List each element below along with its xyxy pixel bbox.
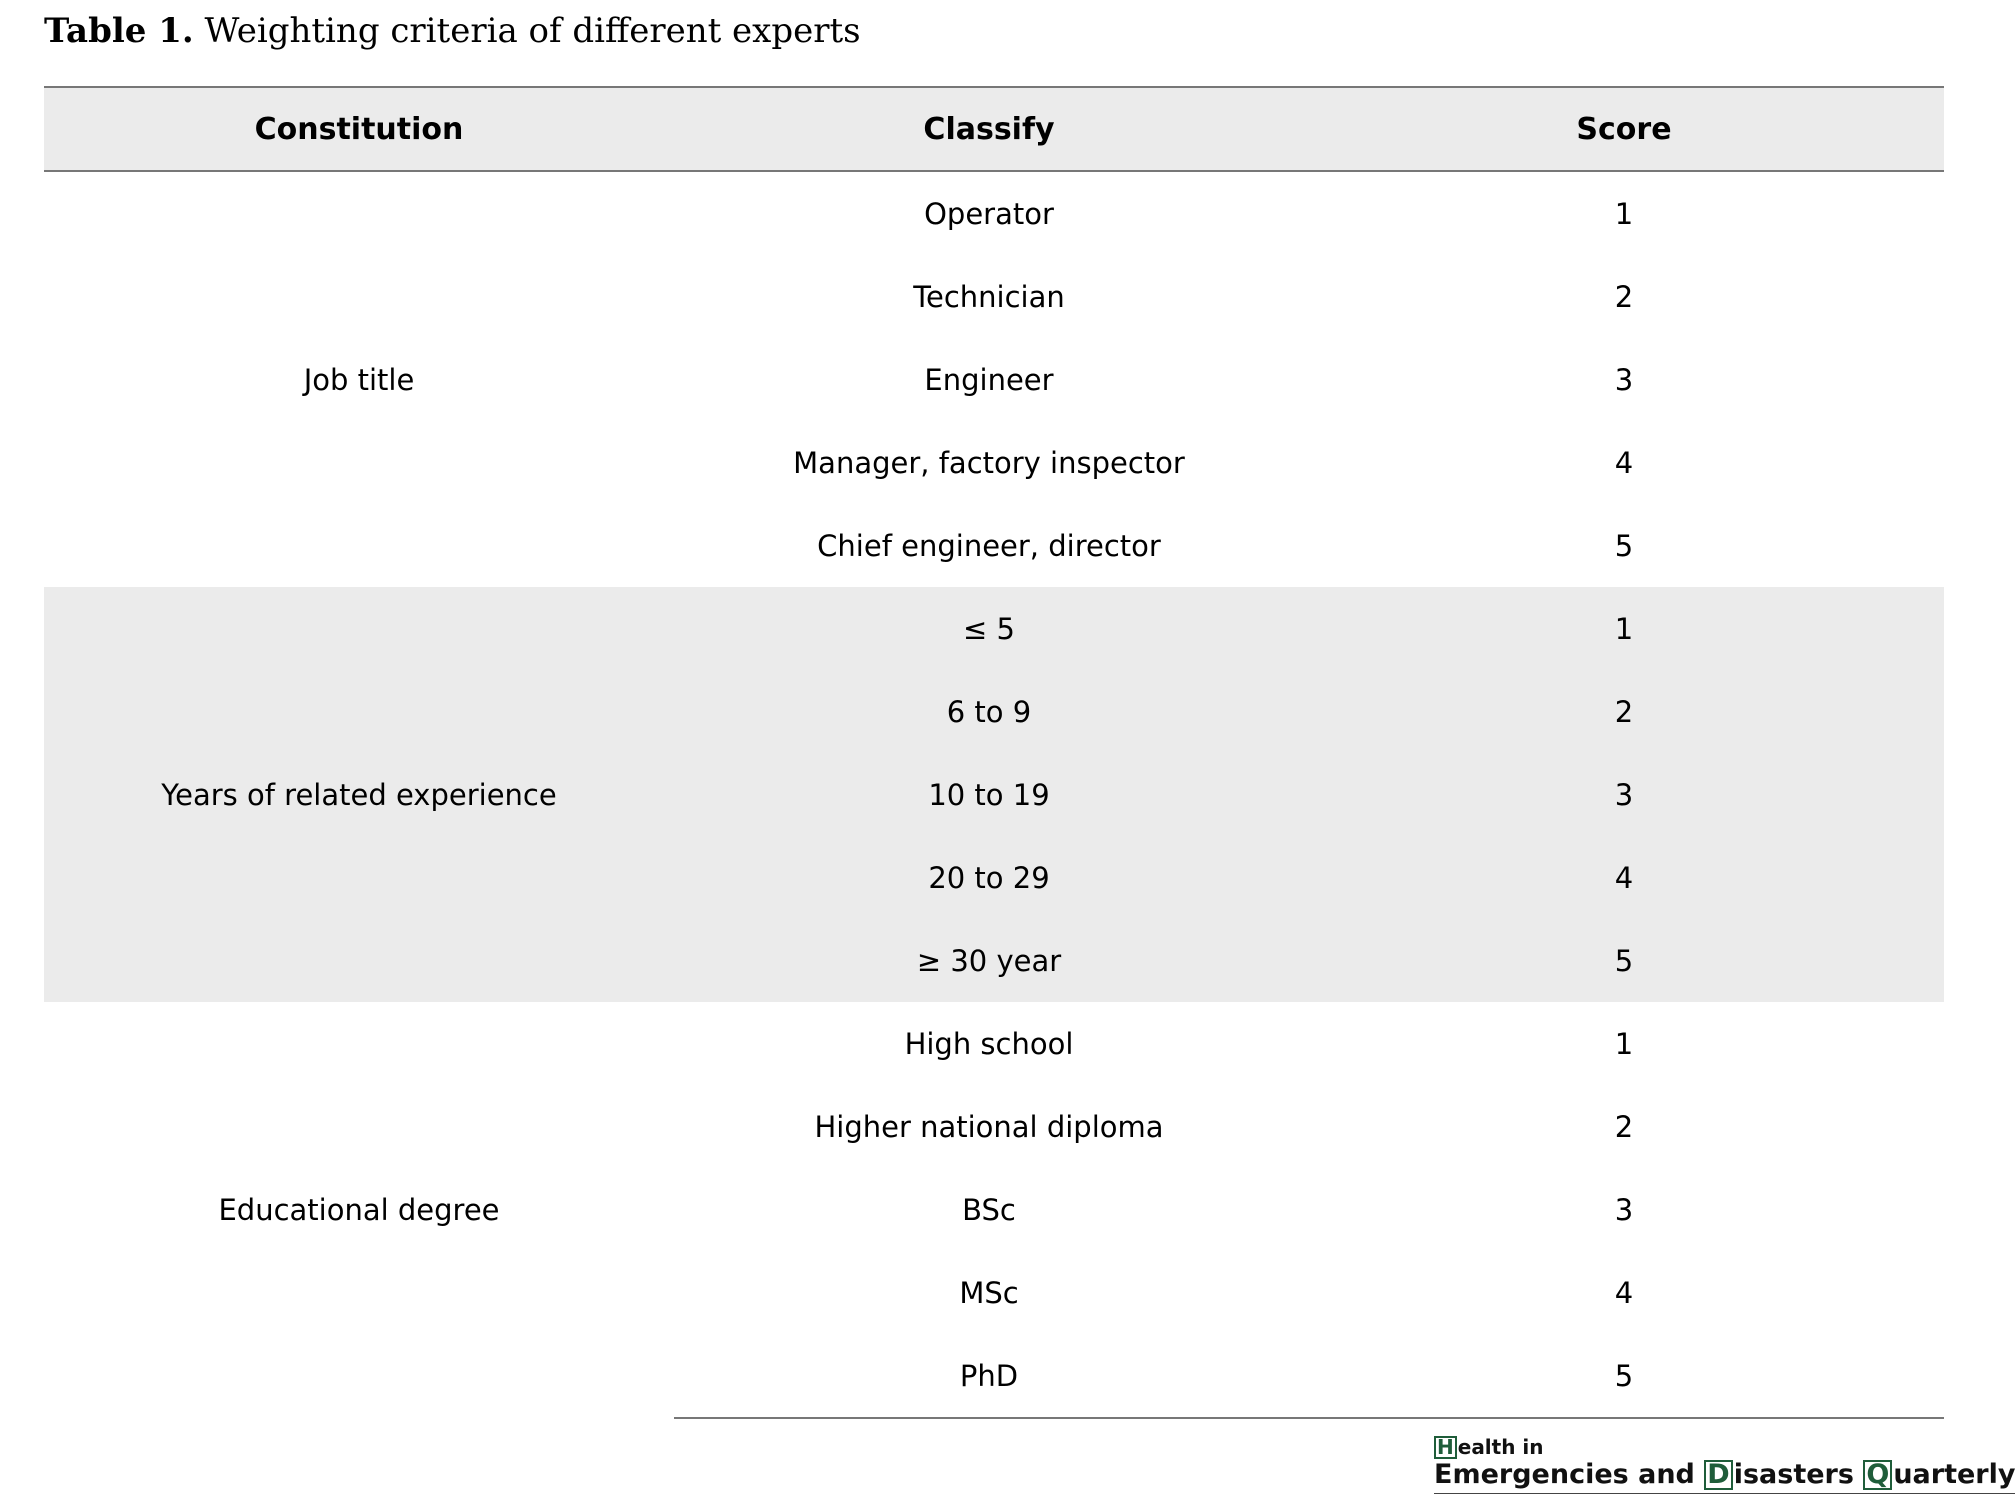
score-cell: 1 bbox=[1304, 587, 1944, 670]
score-cell: 4 bbox=[1614, 445, 1634, 480]
classify-cell: MSc bbox=[959, 1275, 1019, 1310]
score-cell: 5 bbox=[1304, 919, 1944, 1002]
classify-cell: BSc bbox=[962, 1192, 1016, 1227]
classify-cell: 20 to 29 bbox=[674, 836, 1304, 919]
score-cell: 5 bbox=[1614, 528, 1634, 563]
table-caption-label: Table 1. bbox=[44, 11, 194, 51]
header-score: Score bbox=[1304, 87, 1944, 171]
classify-cell: 10 to 19 bbox=[674, 753, 1304, 836]
journal-logo-disasters: isasters bbox=[1733, 1459, 1854, 1490]
classify-cell: ≤ 5 bbox=[674, 587, 1304, 670]
constitution-cell: Years of related experience bbox=[44, 587, 674, 1002]
classify-cell: High school bbox=[904, 1026, 1074, 1061]
header-constitution: Constitution bbox=[44, 87, 674, 171]
score-cell: 4 bbox=[1614, 1275, 1634, 1310]
score-cell: 2 bbox=[1614, 1109, 1634, 1144]
classify-cell: Engineer bbox=[924, 362, 1054, 397]
constitution-cell: Job title bbox=[303, 362, 415, 397]
journal-logo-initial-h: H bbox=[1434, 1436, 1457, 1459]
table-row bbox=[44, 171, 1944, 255]
classify-cell: Higher national diploma bbox=[814, 1109, 1164, 1144]
table-row bbox=[44, 587, 1944, 670]
score-cell: 1 bbox=[1614, 196, 1634, 231]
score-cell: 4 bbox=[1304, 836, 1944, 919]
score-cell: 3 bbox=[1304, 753, 1944, 836]
classify-cell: Chief engineer, director bbox=[817, 528, 1161, 563]
classify-cell: ≥ 30 year bbox=[674, 919, 1304, 1002]
weighting-criteria-table bbox=[44, 86, 1944, 1419]
journal-logo-initial-d: D bbox=[1704, 1460, 1732, 1490]
journal-logo-emergencies: Emergencies and bbox=[1434, 1459, 1695, 1490]
journal-logo bbox=[1434, 1436, 2015, 1494]
classify-cell: Manager, factory inspector bbox=[793, 445, 1185, 480]
table-header-row bbox=[44, 87, 1944, 171]
score-cell: 5 bbox=[1304, 1334, 1944, 1418]
score-cell: 2 bbox=[1304, 670, 1944, 753]
score-cell: 1 bbox=[1614, 1026, 1634, 1061]
journal-logo-initial-q: Q bbox=[1863, 1460, 1892, 1490]
journal-logo-line1 bbox=[1434, 1436, 2015, 1459]
journal-logo-health: ealth in bbox=[1457, 1435, 1544, 1459]
journal-logo-line2 bbox=[1434, 1459, 2015, 1494]
score-cell: 2 bbox=[1614, 279, 1634, 314]
score-cell: 3 bbox=[1614, 1192, 1634, 1227]
header-classify: Classify bbox=[674, 87, 1304, 171]
classify-cell: Operator bbox=[924, 196, 1054, 231]
table-caption bbox=[44, 8, 861, 54]
journal-logo-quarterly: uarterly bbox=[1893, 1459, 2015, 1490]
table-row bbox=[44, 1002, 1944, 1085]
classify-cell: 6 to 9 bbox=[674, 670, 1304, 753]
classify-cell: PhD bbox=[674, 1334, 1304, 1418]
classify-cell: Technician bbox=[913, 279, 1065, 314]
constitution-cell: Educational degree bbox=[218, 1193, 500, 1227]
score-cell: 3 bbox=[1614, 362, 1634, 397]
table-caption-text: Weighting criteria of different experts bbox=[204, 11, 861, 51]
